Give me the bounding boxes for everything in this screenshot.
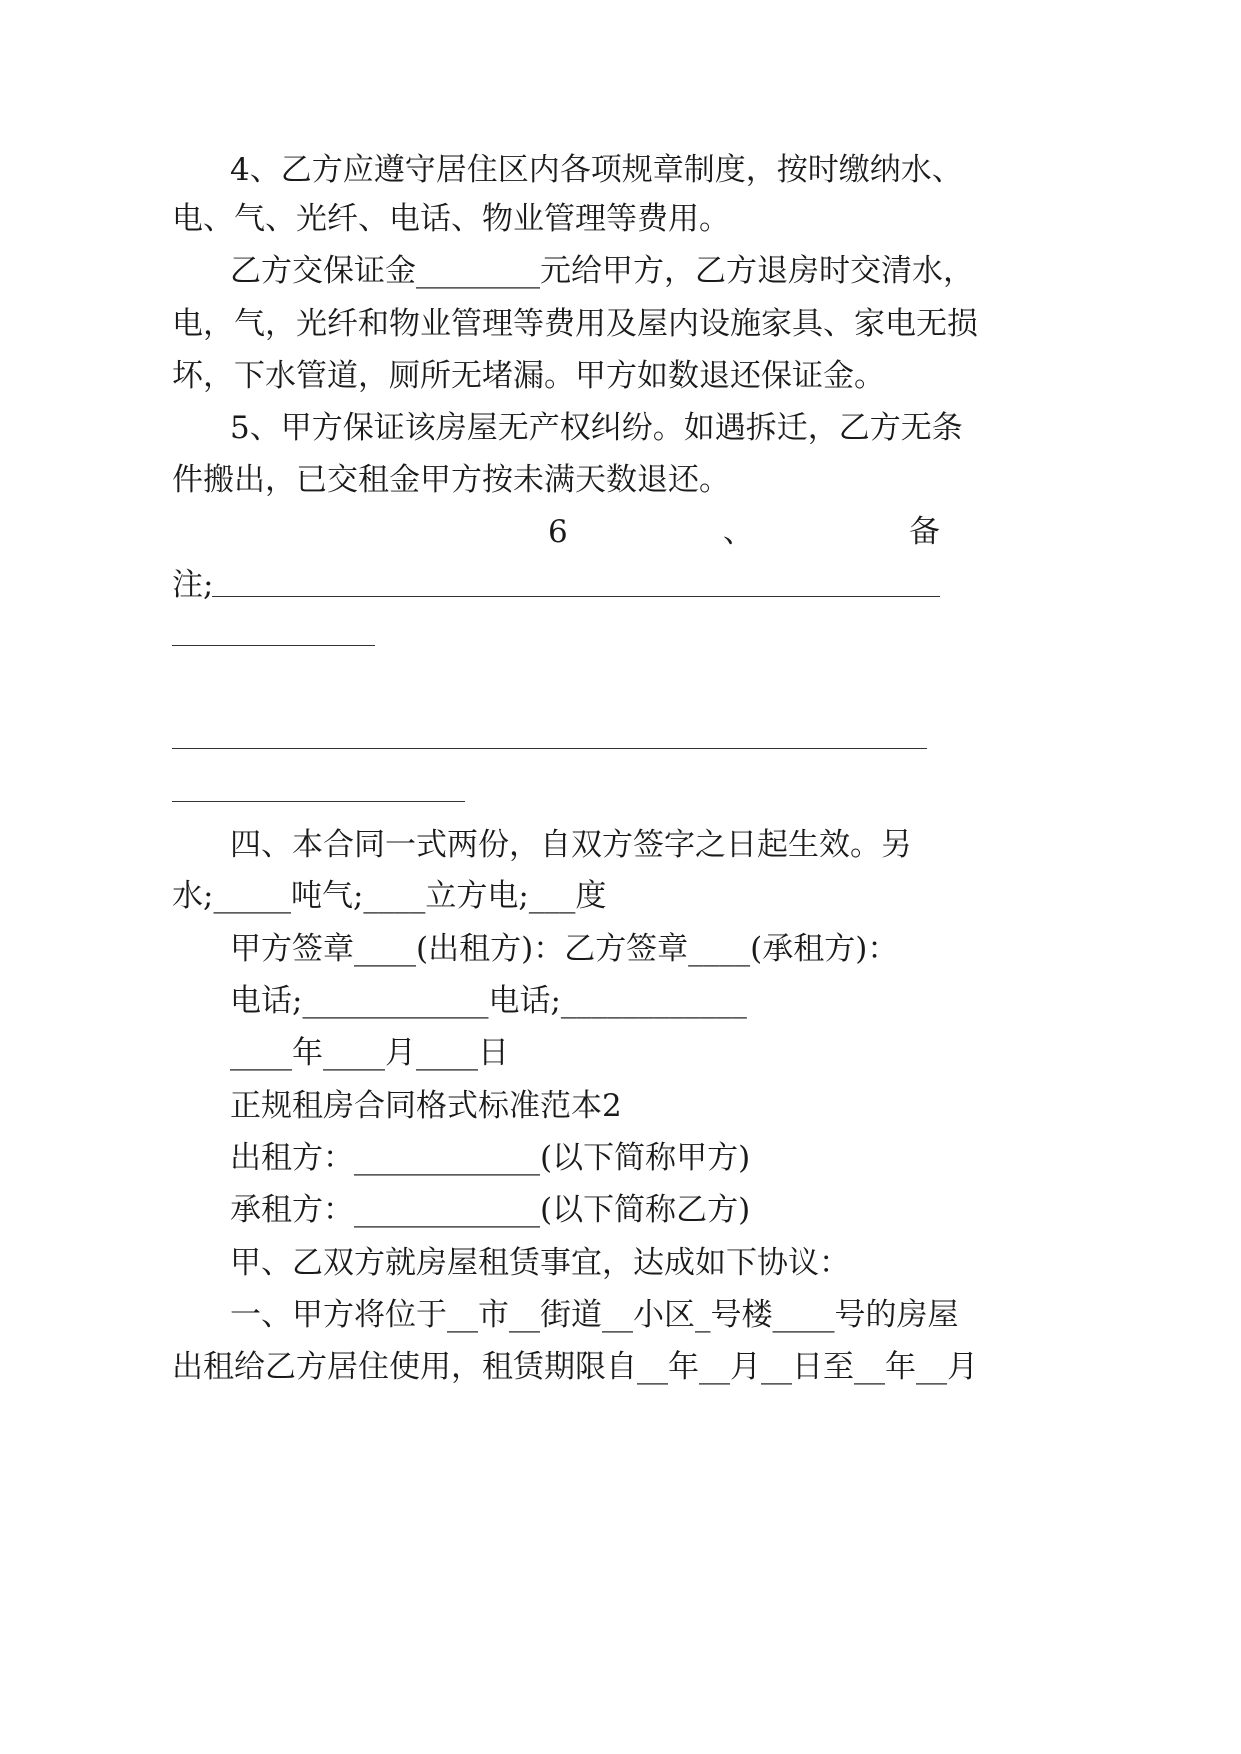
- clause-6-number: 6: [548, 514, 568, 550]
- clause-6-separator: 、: [722, 514, 754, 550]
- section-4-line-1: 四、本合同一式两份，自双方签字之日起生效。另: [230, 827, 912, 863]
- contract-2-clause-1-line-2: 出租给乙方居住使用，租赁期限自__年__月__日至__年__月: [172, 1349, 978, 1385]
- remark-blank-line-2: [172, 645, 375, 646]
- clause-5-line-2: 件搬出，已交租金甲方按未满天数退还。: [172, 462, 730, 498]
- clause-6-remark-label: 注;: [172, 567, 214, 603]
- section-4-line-2: 水;_____吨气;____立方电;___度: [172, 878, 607, 914]
- agreement-intro: 甲、乙双方就房屋租赁事宜，达成如下协议：: [230, 1245, 850, 1281]
- deposit-line-3: 坏，下水管道，厕所无堵漏。甲方如数退还保证金。: [172, 358, 885, 394]
- lessee-line: 承租方：____________(以下简称乙方): [230, 1192, 751, 1228]
- lessor-line: 出租方：____________(以下简称甲方): [230, 1140, 751, 1176]
- contract-2-title: 正规租房合同格式标准范本2: [230, 1088, 622, 1124]
- deposit-line-1: 乙方交保证金________元给甲方，乙方退房时交清水，: [230, 253, 974, 289]
- remark-blank-line-1: [212, 596, 940, 597]
- clause-6-heading: [548, 512, 940, 552]
- clause-4-line-1: 4、乙方应遵守居住区内各项规章制度，按时缴纳水、: [230, 152, 963, 188]
- date-line: ____年____月____日: [230, 1035, 509, 1071]
- clause-6-remark-start: 备: [908, 514, 940, 550]
- remark-blank-line-4: [172, 801, 465, 802]
- contract-2-clause-1-line-1: 一、甲方将位于__市__街道__小区_号楼____号的房屋: [230, 1297, 959, 1333]
- remark-blank-line-3: [172, 748, 927, 749]
- clause-4-line-2: 电、气、光纤、电话、物业管理等费用。: [172, 201, 730, 237]
- signature-line: 甲方签章____(出租方)：乙方签章____(承租方)：: [230, 931, 899, 967]
- deposit-line-2: 电，气，光纤和物业管理等费用及屋内设施家具、家电无损: [172, 306, 978, 342]
- phone-line: 电话;____________电话;____________: [230, 983, 747, 1019]
- clause-5-line-1: 5、甲方保证该房屋无产权纠纷。如遇拆迁，乙方无条: [230, 410, 963, 446]
